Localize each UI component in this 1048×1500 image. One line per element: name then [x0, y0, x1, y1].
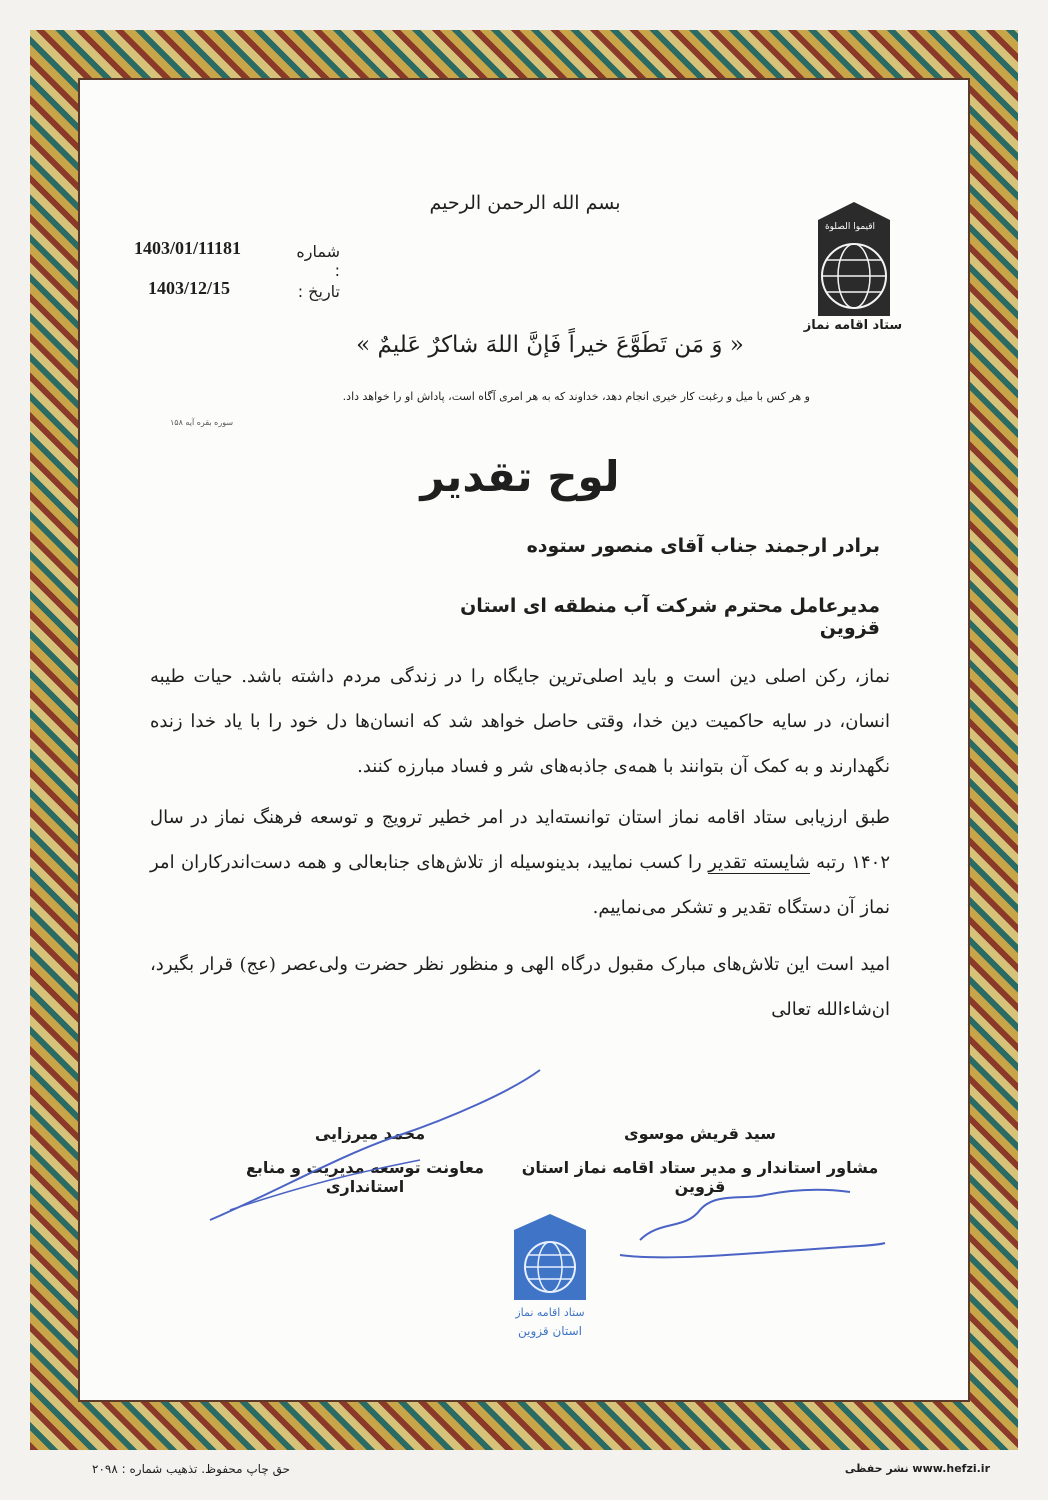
- verse-translation: و هر کس با میل و رغبت کار خیری انجام دهد، خداوند که به هر امری آگاه است، پاداش او را خواهد داد.: [342, 390, 810, 403]
- paragraph-2-highlight: شایسته تقدیر: [708, 852, 810, 873]
- verse-reference: سوره بقره آیه ۱۵۸: [170, 418, 234, 427]
- date-label: تاریخ :: [297, 282, 340, 301]
- recipient-name: برادر ارجمند جناب آقای منصور ستوده: [526, 535, 880, 557]
- organization-logo: [803, 200, 903, 340]
- official-stamp: [500, 1210, 600, 1350]
- stamp-line-1: ستاد اقامه نماز: [515, 1306, 585, 1319]
- paragraph-3: امید است این تلاش‌های مبارک مقبول درگاه الهی و منظور نظر حضرت ولی‌عصر (عج) قرار بگیرد، ان‌شاءالله تعالی: [150, 954, 890, 1020]
- right-signature-icon: [580, 1180, 890, 1275]
- right-signatory-name: سید قریش موسوی: [623, 1124, 777, 1143]
- certificate-title: لوح تقدیر: [420, 452, 620, 501]
- right-signatory-title: مشاور استاندار و مدیر ستاد اقامه نماز استان قزوین: [521, 1158, 879, 1196]
- date-value: 1403/12/15: [148, 278, 231, 298]
- paragraph-2-end: را کسب نمایید، بدینوسیله از تلاش‌های جنابعالی و همه دست‌اندرکاران امر نماز آن دستگاه تقدیر و تشکر می‌نماییم.: [150, 852, 890, 918]
- stamp-line-2: استان قزوین: [518, 1324, 582, 1338]
- quran-verse: « وَ مَن تَطَوَّعَ خیراً فَإنَّ اللهَ شاکرٌ عَلیمٌ »: [356, 332, 744, 358]
- copyright-footer: حق چاپ محفوظ. تذهیب شماره : ۲۰۹۸: [92, 1462, 290, 1476]
- paragraph-1: نماز، رکن اصلی دین است و باید اصلی‌ترین جایگاه را در زندگی مردم داشته باشد. حیات طیبه انسان، در سایه حاکمیت دین خدا، وقتی حاصل خواهد شد که انسان‌ها دل خود را با یاد خدا زنده نگهدارند و به کمک آن بتوانند با همه‌ی جاذبه‌های شر و فساد مبارزه کنند.: [150, 666, 890, 777]
- recipient-position: مدیرعامل محترم شرکت آب منطقه ای استان قزوین: [460, 595, 880, 639]
- left-signatory-title: معاونت توسعه مدیریت و منابع استانداری: [245, 1158, 484, 1196]
- logo-text: ستاد اقامه نماز: [803, 318, 903, 333]
- basmala: بسم الله الرحمن الرحیم: [429, 192, 621, 214]
- number-value: 1403/01/11181: [134, 238, 242, 258]
- stamp-globe-icon: [500, 1210, 600, 1310]
- left-signatory-name: محمد میرزایی: [314, 1124, 426, 1143]
- logo-banner-text: اقیموا الصلوة: [824, 222, 876, 232]
- paragraph-2-start: طبق ارزیابی ستاد اقامه نماز استان توانسته‌اید در امر خطیر ترویج و توسعه فرهنگ نماز در سال ۱۴۰۲ رتبه: [150, 807, 891, 873]
- paragraph-2: [150, 795, 890, 930]
- number-label: شماره :: [296, 242, 340, 280]
- left-signature-icon: [200, 1060, 560, 1230]
- publisher-footer: www.hefzi.ir نشر حفظی: [844, 1462, 990, 1475]
